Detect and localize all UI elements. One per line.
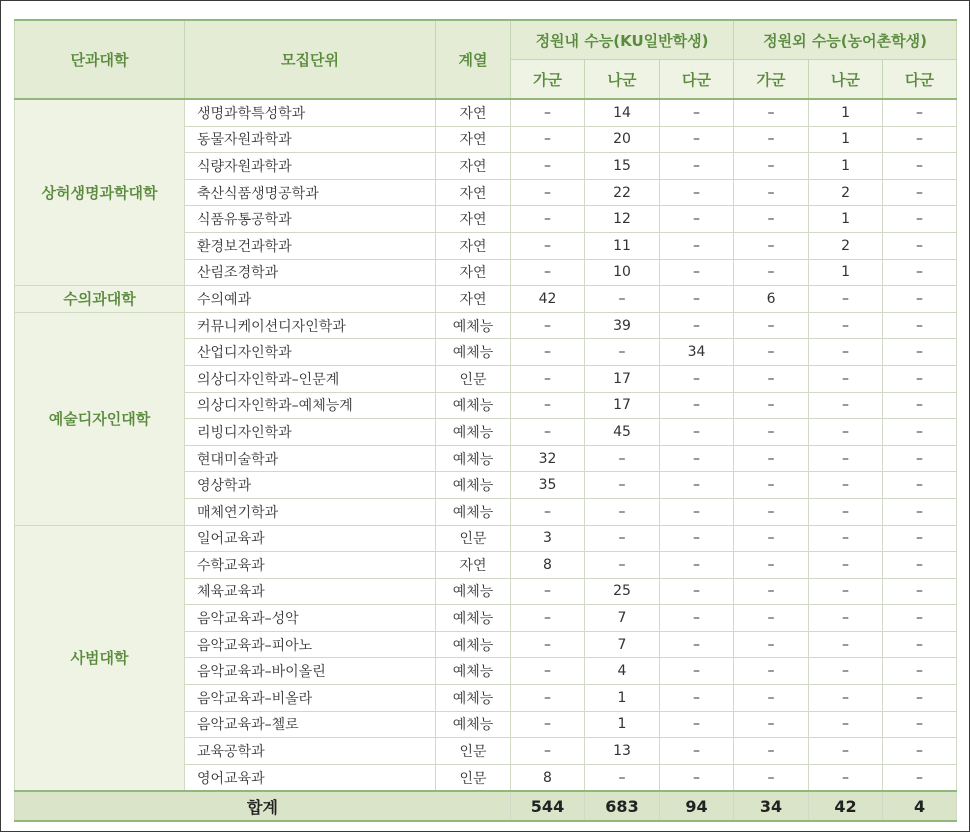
cell-in-ga: – [511, 179, 585, 206]
unit-name: 체육교육과 [185, 578, 436, 605]
unit-name: 식량자원과학과 [185, 153, 436, 180]
cell-out-na: – [809, 605, 883, 632]
cell-in-ga: – [511, 419, 585, 446]
cell-track: 자연 [436, 286, 511, 313]
cell-in-ga: 35 [511, 472, 585, 499]
cell-in-ga: – [511, 711, 585, 738]
cell-in-da: – [660, 179, 734, 206]
cell-in-na: 39 [585, 312, 660, 339]
cell-out-na: 1 [809, 206, 883, 233]
unit-name: 동물자원과학과 [185, 126, 436, 153]
cell-in-na: – [585, 525, 660, 552]
cell-out-na: – [809, 711, 883, 738]
cell-track: 예체능 [436, 472, 511, 499]
cell-out-da: – [883, 631, 957, 658]
cell-in-ga: – [511, 206, 585, 233]
cell-track: 예체능 [436, 419, 511, 446]
table-header [15, 20, 957, 99]
unit-name: 축산식품생명공학과 [185, 179, 436, 206]
cell-in-na: 1 [585, 711, 660, 738]
cell-out-da: – [883, 658, 957, 685]
cell-in-da: – [660, 419, 734, 446]
unit-name: 수학교육과 [185, 552, 436, 579]
cell-out-da: – [883, 764, 957, 791]
cell-in-na: 22 [585, 179, 660, 206]
cell-in-na: 11 [585, 232, 660, 259]
unit-name: 음악교육과–첼로 [185, 711, 436, 738]
cell-out-na: – [809, 419, 883, 446]
cell-out-da: – [883, 552, 957, 579]
cell-out-na: 1 [809, 99, 883, 126]
cell-track: 자연 [436, 126, 511, 153]
cell-out-na: – [809, 552, 883, 579]
unit-name: 교육공학과 [185, 738, 436, 765]
cell-out-ga: – [734, 206, 809, 233]
unit-name: 수의예과 [185, 286, 436, 313]
unit-name: 일어교육과 [185, 525, 436, 552]
cell-out-ga: – [734, 764, 809, 791]
cell-in-ga: 32 [511, 445, 585, 472]
cell-track: 인문 [436, 764, 511, 791]
cell-track: 예체능 [436, 658, 511, 685]
cell-out-na: – [809, 312, 883, 339]
cell-in-ga: – [511, 259, 585, 286]
cell-out-na: – [809, 685, 883, 712]
cell-in-da: – [660, 658, 734, 685]
college-name: 수의과대학 [15, 286, 185, 313]
cell-in-da: – [660, 764, 734, 791]
cell-track: 예체능 [436, 498, 511, 525]
cell-out-na: – [809, 286, 883, 313]
cell-in-da: – [660, 631, 734, 658]
unit-name: 음악교육과–피아노 [185, 631, 436, 658]
college-name: 상허생명과학대학 [15, 99, 185, 286]
header-out-na: 나군 [809, 60, 883, 100]
cell-track: 자연 [436, 179, 511, 206]
table-body [15, 99, 957, 791]
cell-in-ga: – [511, 738, 585, 765]
cell-out-ga: – [734, 525, 809, 552]
header-college: 단과대학 [15, 20, 185, 99]
cell-track: 예체능 [436, 631, 511, 658]
cell-in-da: – [660, 525, 734, 552]
cell-in-da: – [660, 206, 734, 233]
cell-in-ga: 8 [511, 764, 585, 791]
college-name: 예술디자인대학 [15, 312, 185, 525]
unit-name: 의상디자인학과–인문계 [185, 365, 436, 392]
cell-track: 예체능 [436, 445, 511, 472]
cell-track: 인문 [436, 525, 511, 552]
cell-track: 자연 [436, 206, 511, 233]
cell-track: 예체능 [436, 339, 511, 366]
table-row [15, 286, 957, 313]
cell-in-na: 7 [585, 605, 660, 632]
cell-out-ga: – [734, 339, 809, 366]
cell-track: 인문 [436, 738, 511, 765]
cell-out-na: – [809, 445, 883, 472]
cell-out-ga: – [734, 658, 809, 685]
admission-quota-table [14, 19, 957, 822]
cell-track: 인문 [436, 365, 511, 392]
unit-name: 생명과학특성학과 [185, 99, 436, 126]
cell-in-da: – [660, 552, 734, 579]
header-out-da: 다군 [883, 60, 957, 100]
cell-in-ga: – [511, 99, 585, 126]
unit-name: 음악교육과–바이올린 [185, 658, 436, 685]
cell-in-ga: – [511, 658, 585, 685]
header-group-out: 정원외 수능(농어촌학생) [734, 20, 957, 60]
header-unit: 모집단위 [185, 20, 436, 99]
cell-track: 예체능 [436, 711, 511, 738]
total-in-da: 94 [660, 791, 734, 821]
total-row [15, 791, 957, 821]
cell-in-da: – [660, 126, 734, 153]
cell-out-da: – [883, 711, 957, 738]
cell-out-na: – [809, 365, 883, 392]
cell-out-ga: – [734, 552, 809, 579]
cell-in-na: 4 [585, 658, 660, 685]
unit-name: 현대미술학과 [185, 445, 436, 472]
cell-in-da: – [660, 578, 734, 605]
cell-out-ga: – [734, 392, 809, 419]
cell-in-na: – [585, 286, 660, 313]
header-in-ga: 가군 [511, 60, 585, 100]
cell-out-da: – [883, 153, 957, 180]
cell-in-na: 20 [585, 126, 660, 153]
cell-in-da: – [660, 259, 734, 286]
cell-in-da: – [660, 153, 734, 180]
unit-name: 음악교육과–비올라 [185, 685, 436, 712]
cell-out-na: – [809, 339, 883, 366]
unit-name: 산림조경학과 [185, 259, 436, 286]
total-out-da: 4 [883, 791, 957, 821]
header-in-da: 다군 [660, 60, 734, 100]
cell-out-ga: – [734, 153, 809, 180]
unit-name: 산업디자인학과 [185, 339, 436, 366]
unit-name: 식품유통공학과 [185, 206, 436, 233]
cell-in-na: 14 [585, 99, 660, 126]
cell-out-ga: – [734, 738, 809, 765]
header-group-in: 정원내 수능(KU일반학생) [511, 20, 734, 60]
table-footer [15, 791, 957, 821]
cell-out-da: – [883, 206, 957, 233]
cell-out-ga: – [734, 232, 809, 259]
cell-out-na: 1 [809, 126, 883, 153]
cell-out-ga: – [734, 126, 809, 153]
cell-out-ga: – [734, 472, 809, 499]
cell-in-na: – [585, 472, 660, 499]
cell-out-na: – [809, 472, 883, 499]
cell-out-ga: – [734, 445, 809, 472]
cell-out-na: 2 [809, 179, 883, 206]
cell-out-da: – [883, 126, 957, 153]
unit-name: 커뮤니케이션디자인학과 [185, 312, 436, 339]
cell-in-na: 25 [585, 578, 660, 605]
header-track: 계열 [436, 20, 511, 99]
cell-in-da: – [660, 605, 734, 632]
cell-out-ga: – [734, 498, 809, 525]
cell-track: 자연 [436, 99, 511, 126]
cell-in-da: – [660, 232, 734, 259]
cell-out-na: – [809, 392, 883, 419]
cell-out-na: – [809, 578, 883, 605]
cell-track: 예체능 [436, 605, 511, 632]
cell-in-da: – [660, 445, 734, 472]
unit-name: 음악교육과–성악 [185, 605, 436, 632]
cell-out-na: – [809, 525, 883, 552]
cell-out-da: – [883, 498, 957, 525]
cell-out-da: – [883, 259, 957, 286]
cell-in-ga: – [511, 685, 585, 712]
cell-in-da: – [660, 99, 734, 126]
cell-track: 예체능 [436, 685, 511, 712]
cell-out-ga: – [734, 365, 809, 392]
cell-track: 예체능 [436, 578, 511, 605]
unit-name: 환경보건과학과 [185, 232, 436, 259]
cell-in-ga: 42 [511, 286, 585, 313]
cell-out-da: – [883, 365, 957, 392]
cell-out-da: – [883, 685, 957, 712]
cell-track: 자연 [436, 232, 511, 259]
cell-track: 자연 [436, 552, 511, 579]
cell-in-da: – [660, 286, 734, 313]
cell-in-ga: 8 [511, 552, 585, 579]
cell-in-na: – [585, 498, 660, 525]
cell-out-na: – [809, 498, 883, 525]
cell-out-na: 2 [809, 232, 883, 259]
cell-in-na: 17 [585, 392, 660, 419]
cell-in-na: – [585, 339, 660, 366]
cell-in-ga: – [511, 126, 585, 153]
cell-track: 예체능 [436, 392, 511, 419]
cell-out-na: – [809, 631, 883, 658]
cell-out-da: – [883, 286, 957, 313]
unit-name: 의상디자인학과–예체능계 [185, 392, 436, 419]
cell-out-da: – [883, 312, 957, 339]
total-out-ga: 34 [734, 791, 809, 821]
cell-in-ga: – [511, 392, 585, 419]
cell-in-da: – [660, 685, 734, 712]
header-out-ga: 가군 [734, 60, 809, 100]
cell-out-na: – [809, 764, 883, 791]
cell-in-ga: – [511, 153, 585, 180]
cell-out-da: – [883, 605, 957, 632]
cell-in-da: – [660, 365, 734, 392]
cell-in-ga: – [511, 605, 585, 632]
cell-out-ga: – [734, 605, 809, 632]
cell-in-ga: – [511, 578, 585, 605]
unit-name: 매체연기학과 [185, 498, 436, 525]
cell-out-na: 1 [809, 259, 883, 286]
cell-in-ga: – [511, 365, 585, 392]
college-name: 사범대학 [15, 525, 185, 791]
total-out-na: 42 [809, 791, 883, 821]
cell-out-da: – [883, 99, 957, 126]
cell-out-ga: – [734, 259, 809, 286]
cell-out-da: – [883, 179, 957, 206]
header-in-na: 나군 [585, 60, 660, 100]
cell-in-na: – [585, 552, 660, 579]
cell-out-da: – [883, 525, 957, 552]
cell-out-ga: – [734, 685, 809, 712]
cell-out-ga: – [734, 419, 809, 446]
cell-in-da: – [660, 472, 734, 499]
unit-name: 영어교육과 [185, 764, 436, 791]
cell-in-na: 13 [585, 738, 660, 765]
table-row [15, 525, 957, 552]
cell-in-na: 1 [585, 685, 660, 712]
cell-in-na: 12 [585, 206, 660, 233]
cell-out-na: 1 [809, 153, 883, 180]
cell-in-da: – [660, 312, 734, 339]
cell-in-da: – [660, 392, 734, 419]
cell-out-ga: – [734, 99, 809, 126]
cell-in-da: – [660, 738, 734, 765]
cell-out-da: – [883, 419, 957, 446]
cell-in-na: 7 [585, 631, 660, 658]
total-label: 합계 [15, 791, 511, 821]
cell-in-ga: – [511, 232, 585, 259]
cell-out-ga: – [734, 312, 809, 339]
cell-track: 예체능 [436, 312, 511, 339]
cell-out-da: – [883, 232, 957, 259]
cell-out-ga: – [734, 631, 809, 658]
cell-in-da: – [660, 498, 734, 525]
cell-track: 자연 [436, 259, 511, 286]
unit-name: 리빙디자인학과 [185, 419, 436, 446]
cell-in-na: 15 [585, 153, 660, 180]
unit-name: 영상학과 [185, 472, 436, 499]
cell-in-da: – [660, 711, 734, 738]
cell-out-na: – [809, 658, 883, 685]
cell-in-na: 45 [585, 419, 660, 446]
cell-out-da: – [883, 339, 957, 366]
table-row [15, 312, 957, 339]
cell-in-ga: – [511, 339, 585, 366]
table-row [15, 99, 957, 126]
cell-in-na: – [585, 445, 660, 472]
cell-in-na: – [585, 764, 660, 791]
cell-in-ga: – [511, 312, 585, 339]
cell-in-na: 17 [585, 365, 660, 392]
cell-out-ga: – [734, 578, 809, 605]
cell-out-na: – [809, 738, 883, 765]
cell-out-da: – [883, 445, 957, 472]
cell-out-ga: – [734, 179, 809, 206]
cell-in-na: 10 [585, 259, 660, 286]
cell-in-ga: 3 [511, 525, 585, 552]
cell-out-ga: 6 [734, 286, 809, 313]
cell-in-ga: – [511, 631, 585, 658]
cell-out-ga: – [734, 711, 809, 738]
cell-out-da: – [883, 578, 957, 605]
total-in-na: 683 [585, 791, 660, 821]
cell-out-da: – [883, 738, 957, 765]
total-in-ga: 544 [511, 791, 585, 821]
cell-out-da: – [883, 392, 957, 419]
cell-out-da: – [883, 472, 957, 499]
cell-in-ga: – [511, 498, 585, 525]
cell-track: 자연 [436, 153, 511, 180]
cell-in-da: 34 [660, 339, 734, 366]
